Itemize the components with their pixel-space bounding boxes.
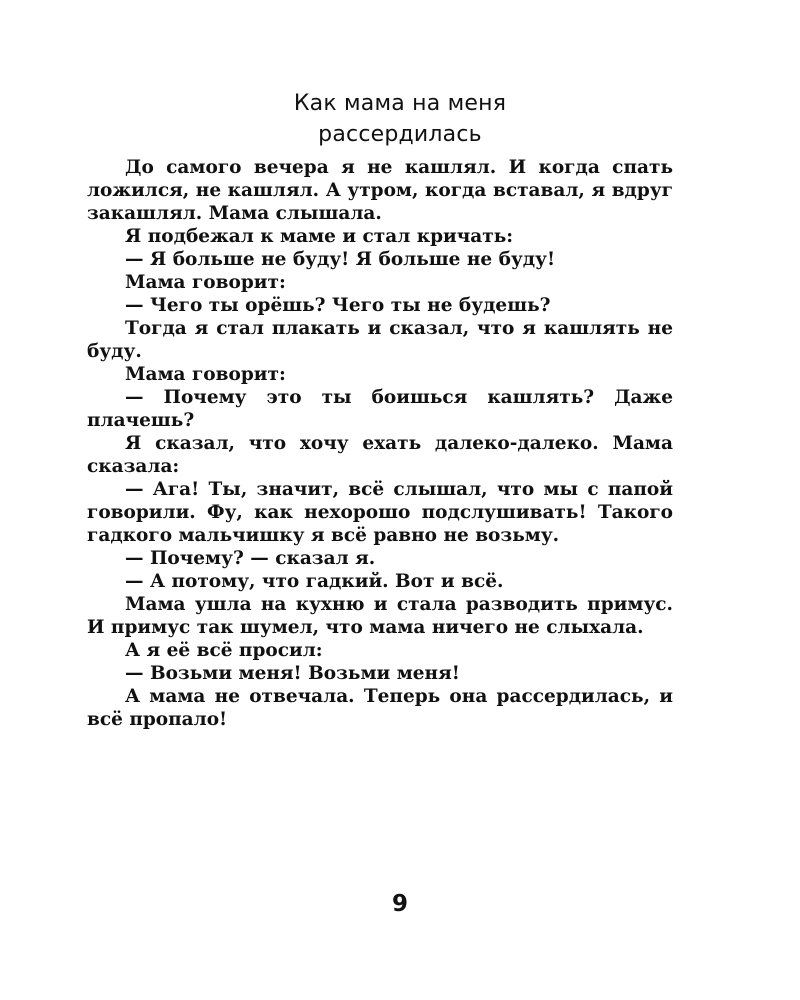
page-number: 9 [391,891,408,917]
paragraph: — Ага! Ты, значит, всё слышал, что мы с папой говорили. Фу, как нехорошо подслушивать! Такого гадкого мальчишку я всё равно не возьму. [87,479,673,546]
paragraph: До самого вечера я не кашлял. И когда спать ложился, не кашлял. А утром, когда вставал, я вдруг закашлял. Мама слышала. [87,157,673,224]
paragraph: Тогда я стал плакать и сказал, что я кашлять не буду. [87,318,673,362]
title-line-1: Как мама на меня [293,91,507,116]
paragraph: — Почему? — сказал я. [125,548,376,569]
paragraph: — Чего ты орёшь? Чего ты не будешь? [125,295,551,316]
paragraph: — Я больше не буду! Я больше не буду! [125,249,556,270]
paragraph: Я подбежал к маме и стал кричать: [125,226,514,247]
story-title [0,88,800,150]
paragraph: Я сказал, что хочу ехать далеко-далеко. Мама сказала: [87,433,673,477]
paragraph: — Возьми меня! Возьми меня! [125,663,460,684]
paragraph: — А потому, что гадкий. Вот и всё. [125,571,504,592]
paragraph: А мама не отвечала. Теперь она рассердилась, и всё пропало! [87,686,673,730]
paragraph: Мама ушла на кухню и стала разводить примус. И примус так шумел, что мама ничего не слыхала. [87,594,673,638]
paragraph: Мама говорит: [125,272,286,293]
paragraph: А я её всё просил: [125,640,323,661]
story-body [87,156,673,731]
title-line-2: рассердилась [318,122,482,147]
paragraph: Мама говорит: [125,364,286,385]
paragraph: — Почему это ты боишься кашлять? Даже плачешь? [87,387,673,431]
